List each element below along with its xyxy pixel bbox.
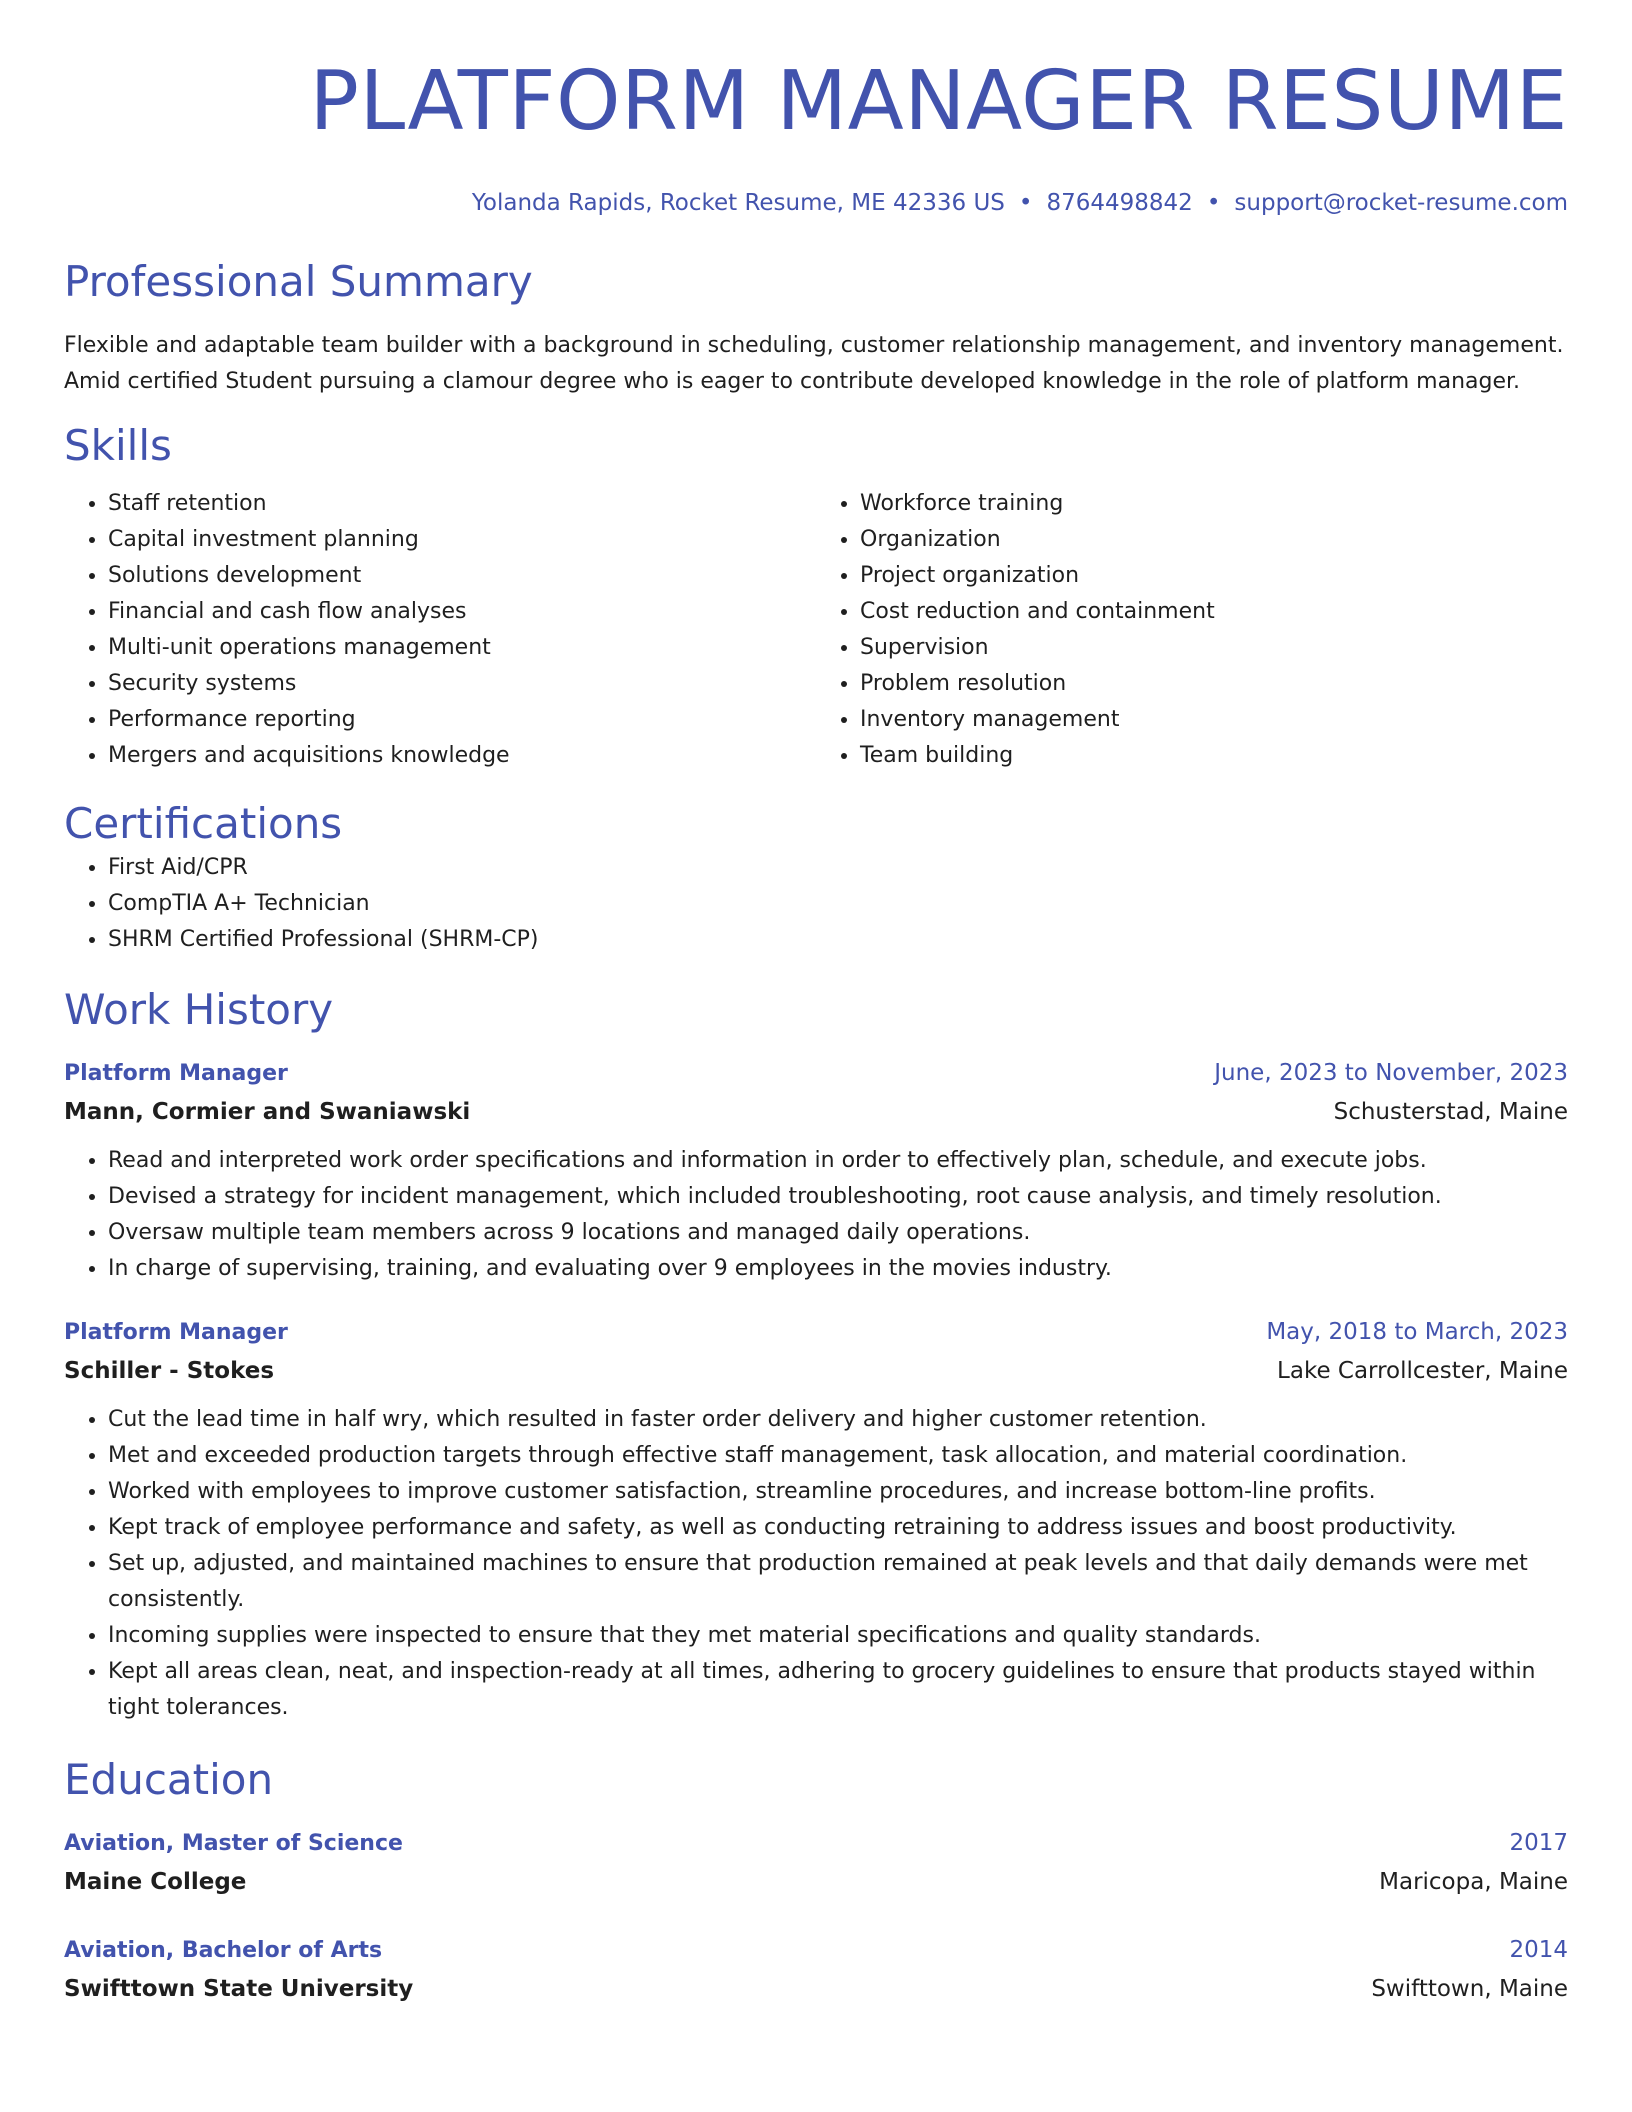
job-company-row: [64, 1093, 1568, 1131]
job-location: Schusterstad, Maine: [1333, 1099, 1568, 1125]
job-title-row: [64, 1054, 1568, 1093]
certification-item: • First Aid/CPR: [108, 850, 1568, 886]
skill-item: • Problem resolution: [860, 666, 1568, 702]
education-degree: Aviation, Bachelor of Arts: [64, 1938, 383, 1963]
professional-summary-section: [64, 256, 1568, 400]
job-dates: June, 2023 to November, 2023: [1214, 1060, 1568, 1086]
skill-item: • Capital investment planning: [108, 522, 816, 558]
skills-list-left: [64, 486, 816, 774]
education-location: Maricopa, Maine: [1379, 1869, 1568, 1895]
skill-item: • Staff retention: [108, 486, 816, 522]
skill-item: • Cost reduction and containment: [860, 594, 1568, 630]
skill-item: • Performance reporting: [108, 702, 816, 738]
certifications-heading: Certifications: [64, 799, 343, 848]
job-company: Schiller - Stokes: [64, 1358, 275, 1384]
contact-email: support@rocket-resume.com: [1234, 190, 1568, 216]
job-location: Lake Carrollcester, Maine: [1277, 1358, 1568, 1384]
job-title: Platform Manager: [64, 1061, 288, 1086]
job-dates: May, 2018 to March, 2023: [1266, 1319, 1568, 1345]
education-year: 2014: [1509, 1937, 1568, 1963]
education-entry: [64, 1931, 1568, 2008]
job-duty: • Oversaw multiple team members across 9 locations and managed daily operations.: [108, 1215, 1568, 1251]
skill-item: • Mergers and acquisitions knowledge: [108, 738, 816, 774]
skill-item: • Workforce training: [860, 486, 1568, 522]
summary-heading: Professional Summary: [64, 257, 533, 306]
contact-address: Yolanda Rapids, Rocket Resume, ME 42336 US: [471, 190, 1005, 216]
skill-item: • Financial and cash flow analyses: [108, 594, 816, 630]
contact-line: [64, 188, 1568, 218]
skill-item: • Project organization: [860, 558, 1568, 594]
skills-columns: [64, 486, 1568, 774]
job-title: Platform Manager: [64, 1320, 288, 1345]
job-duty: • Met and exceeded production targets through effective staff management, task allocation, and material coordination.: [108, 1438, 1568, 1474]
job-duties-list: [64, 1402, 1568, 1726]
education-entry: [64, 1824, 1568, 1901]
job-duty: • Kept track of employee performance and safety, as well as conducting retraining to address issues and boost productivity.: [108, 1510, 1568, 1546]
contact-phone: 8764498842: [1046, 190, 1193, 216]
certifications-list: [64, 850, 1568, 958]
education-year: 2017: [1509, 1830, 1568, 1856]
job-company: Mann, Cormier and Swaniawski: [64, 1099, 471, 1125]
education-school-row: [64, 1863, 1568, 1901]
job-duty: • Incoming supplies were inspected to ensure that they met material specifications and quality standards.: [108, 1618, 1568, 1654]
education-heading: Education: [64, 1755, 274, 1804]
summary-text: Flexible and adaptable team builder with a background in scheduling, customer relationship management, and inventory management. Amid certified Student pursuing a clamour degree who is eager to contribute developed knowledge in the role of platform manager.: [64, 333, 1564, 394]
job-entry: [64, 1313, 1568, 1726]
job-duties-list: [64, 1143, 1568, 1287]
education-school: Swifttown State University: [64, 1976, 414, 2002]
education-location: Swifttown, Maine: [1371, 1976, 1568, 2002]
job-duty: • Devised a strategy for incident management, which included troubleshooting, root cause analysis, and timely resolution.: [108, 1179, 1568, 1215]
certification-item: • SHRM Certified Professional (SHRM-CP): [108, 922, 1568, 958]
job-duty: • Cut the lead time in half wry, which resulted in faster order delivery and higher customer retention.: [108, 1402, 1568, 1438]
skills-list-right: [816, 486, 1568, 774]
skill-item: • Organization: [860, 522, 1568, 558]
work-history-section: [64, 984, 1568, 1726]
skills-heading: Skills: [64, 421, 172, 470]
resume-title: PLATFORM MANAGER RESUME: [309, 54, 1568, 149]
education-school: Maine College: [64, 1869, 247, 1895]
skills-section: [64, 420, 1568, 774]
job-entry: [64, 1054, 1568, 1287]
skill-item: • Inventory management: [860, 702, 1568, 738]
job-duty: • Worked with employees to improve customer satisfaction, streamline procedures, and increase bottom-line profits.: [108, 1474, 1568, 1510]
job-duty: • Set up, adjusted, and maintained machines to ensure that production remained at peak levels and that daily demands were met consistently.: [108, 1546, 1568, 1618]
contact-separator-1: •: [1018, 190, 1033, 216]
education-degree-row: [64, 1931, 1568, 1970]
work-history-heading: Work History: [64, 985, 334, 1034]
education-degree: Aviation, Master of Science: [64, 1831, 403, 1856]
education-section: [64, 1754, 1568, 2008]
education-degree-row: [64, 1824, 1568, 1863]
skill-item: • Security systems: [108, 666, 816, 702]
job-company-row: [64, 1352, 1568, 1390]
job-duty: • Kept all areas clean, neat, and inspection-ready at all times, adhering to grocery guidelines to ensure that products stayed within tight tolerances.: [108, 1654, 1568, 1726]
skill-item: • Supervision: [860, 630, 1568, 666]
education-school-row: [64, 1970, 1568, 2008]
certifications-section: [64, 798, 1568, 958]
job-duty: • Read and interpreted work order specifications and information in order to effectively plan, schedule, and execute jobs.: [108, 1143, 1568, 1179]
contact-separator-2: •: [1206, 190, 1221, 216]
skill-item: • Multi-unit operations management: [108, 630, 816, 666]
job-title-row: [64, 1313, 1568, 1352]
skill-item: • Solutions development: [108, 558, 816, 594]
job-duty: • In charge of supervising, training, and evaluating over 9 employees in the movies industry.: [108, 1251, 1568, 1287]
skill-item: • Team building: [860, 738, 1568, 774]
certification-item: • CompTIA A+ Technician: [108, 886, 1568, 922]
